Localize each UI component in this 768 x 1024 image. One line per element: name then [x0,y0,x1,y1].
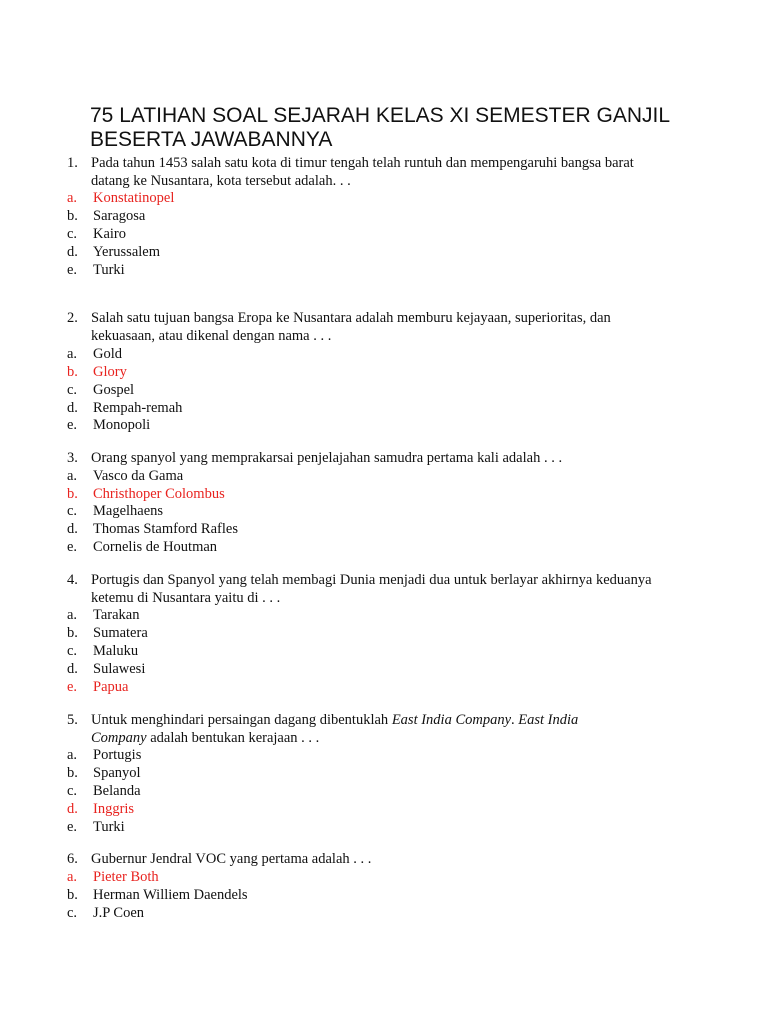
question-number: 3. [67,450,78,466]
question-text [91,729,319,747]
option-letter: b. [67,208,78,224]
option-letter: b. [67,364,78,380]
question-text: kekuasaan, atau dikenal dengan nama . . . [91,328,332,344]
title-line-2: BESERTA JAWABANNYA [90,128,333,151]
option-letter: c. [67,226,78,242]
option-text: Maluku [93,643,139,659]
option-text: Sumatera [93,625,148,641]
option-text: Saragosa [93,208,146,224]
option-text: Magelhaens [93,503,164,519]
question-text-part: adalah bentukan kerajaan . . . [146,730,320,746]
option-text: Thomas Stamford Rafles [93,521,238,537]
question-number: 5. [67,712,78,728]
option-letter: c. [67,783,78,799]
option-text: Vasco da Gama [93,468,184,484]
option-letter: c. [67,643,78,659]
question-text: Orang spanyol yang memprakarsai penjelajahan samudra pertama kali adalah . . . [91,450,563,466]
question-number: 4. [67,572,78,588]
option-text: Gold [93,346,122,362]
page-title [90,104,730,152]
option-text: Spanyol [93,765,141,781]
option-text: Belanda [93,783,141,799]
question-text: Salah satu tujuan bangsa Eropa ke Nusantara adalah memburu kejayaan, superioritas, dan [91,310,611,326]
option-letter: a. [67,346,78,362]
question-text: datang ke Nusantara, kota tersebut adalah. . . [91,173,351,189]
option-letter: e. [67,539,78,555]
option-text: Cornelis de Houtman [93,539,218,555]
option-text: Inggris [93,801,135,817]
option-letter: b. [67,887,78,903]
option-text: Sulawesi [93,661,146,677]
option-letter: d. [67,400,78,416]
option-text: Pieter Both [93,869,159,885]
option-text: Christhoper Colombus [93,486,225,502]
question-number: 1. [67,155,78,171]
option-letter: b. [67,765,78,781]
option-letter: c. [67,503,78,519]
option-letter: b. [67,486,78,502]
option-text: Herman Williem Daendels [93,887,248,903]
option-letter: d. [67,801,78,817]
option-letter: c. [67,905,78,921]
option-letter: d. [67,244,78,260]
question-text-part: Untuk menghindari persaingan dagang dibentuklah [91,712,392,728]
option-text: Monopoli [93,417,151,433]
option-text: Turki [93,262,125,278]
option-letter: d. [67,521,78,537]
question-text: ketemu di Nusantara yaitu di . . . [91,590,281,606]
option-text: Tarakan [93,607,140,623]
title-line-1: 75 LATIHAN SOAL SEJARAH KELAS XI SEMESTER GANJIL [90,104,671,127]
option-letter: a. [67,607,78,623]
option-text: Kairo [93,226,127,242]
question-text: Gubernur Jendral VOC yang pertama adalah . . . [91,851,372,867]
question-text-italic: East India [518,712,579,728]
option-letter: e. [67,679,78,695]
option-letter: e. [67,417,78,433]
option-letter: a. [67,747,78,763]
option-letter: b. [67,625,78,641]
question-text: Pada tahun 1453 salah satu kota di timur tengah telah runtuh dan mempengaruhi bangsa barat [91,155,634,171]
option-text: Turki [93,819,125,835]
question-text-part: . [511,712,519,728]
option-letter: c. [67,382,78,398]
question-text [91,711,578,729]
option-text: Papua [93,679,129,695]
option-letter: d. [67,661,78,677]
option-text: Konstatinopel [93,190,175,206]
option-text: Yerussalem [93,244,160,260]
option-letter: e. [67,819,78,835]
option-text: Glory [93,364,127,380]
question-text: Portugis dan Spanyol yang telah membagi Dunia menjadi dua untuk berlayar akhirnya keduanya [91,572,652,588]
option-text: Portugis [93,747,142,763]
option-letter: a. [67,869,78,885]
question-text-italic: East India Company [391,712,512,728]
option-text: Gospel [93,382,135,398]
question-text-italic: Company [91,730,147,746]
option-text: Rempah-remah [93,400,183,416]
option-letter: a. [67,190,78,206]
question-number: 6. [67,851,78,867]
option-letter: e. [67,262,78,278]
option-letter: a. [67,468,78,484]
question-number: 2. [67,310,78,326]
option-text: J.P Coen [93,905,145,921]
